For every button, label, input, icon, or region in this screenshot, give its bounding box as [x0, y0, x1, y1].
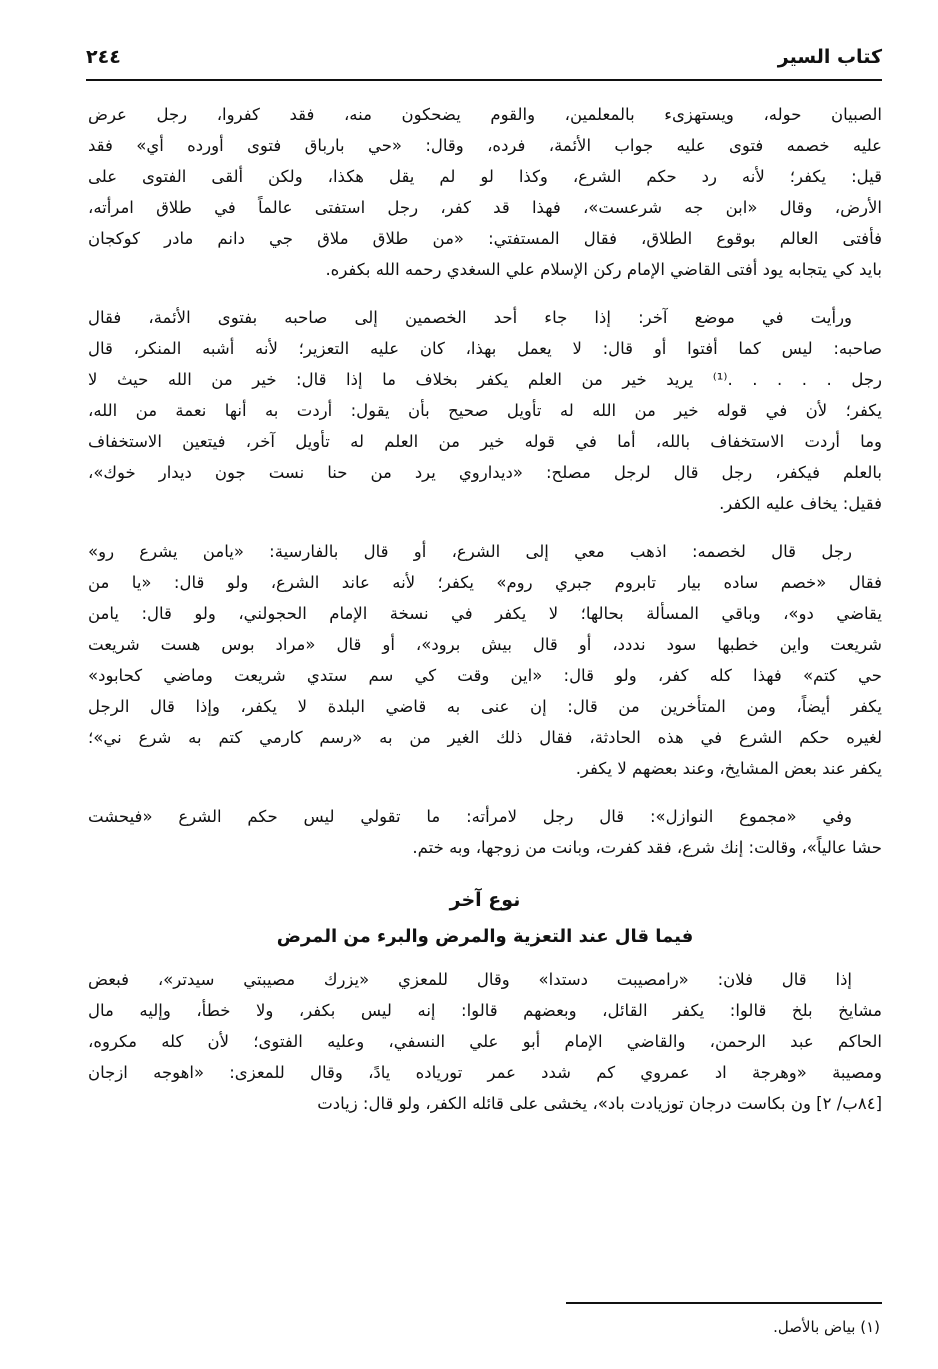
paragraph	[88, 964, 882, 1119]
paragraph	[88, 99, 882, 285]
text-line: ورأيت في موضع آخر: إذا جاء أحد الخصمين إلى صاحبه بفتوى الأئمة، فقال	[88, 308, 852, 327]
text-line: بايد كي يتجابه يود أفتى القاضي الإمام ركن الإسلام علي السغدي رحمه الله بكفره.	[325, 260, 882, 279]
footnote-rule	[566, 1302, 882, 1304]
text-line: حي كتم» فهذا كله كفر، ولو قال: «اين وقت كي سم ستدي شريعت وماضي كحابود»	[88, 666, 882, 685]
text-line: فأفتى العالم بوقوع الطلاق، فقال المستفتي: «من طلاق ملاق جي دانم مادر كوكجان	[88, 229, 882, 248]
page-body	[88, 99, 882, 1136]
text-line: يكفر أيضاً، ومن المتأخرين من قال: إن عنى به قاضي البلدة لا يكفر، وإذا قال الرجل	[88, 697, 882, 716]
paragraph	[88, 536, 882, 784]
page-number: ٢٤٤	[86, 46, 121, 68]
text-line: عليه خصمه فتوى عليه جواب الأئمة، فرده، وقال: «حي بارباق فتوى أورده أي» فقد	[88, 136, 882, 155]
text-line: [٨٤ب/ ٢] ون بكاست درجان توزيادت باد»، يخشى على قائله الكفر، ولو قال: زيادت	[317, 1094, 882, 1113]
text-line: وما أردت الاستخفاف بالله، أما في قوله خير من العلم له تأويل آخر، فيتعين الاستخفاف	[88, 432, 882, 451]
text-line: رجل . . . . .⁽¹⁾ يريد خير من العلم يكفر بخلاف ما إذا قال: خير من الله حيث لا	[88, 370, 882, 389]
text-line: فقال «خصم ساده بيار تابروم جبري روم» يكفر؛ لأنه عاند الشرع، ولو قال: «يا من	[88, 573, 882, 592]
paragraph	[88, 801, 882, 863]
text-line: بالعلم فيكفر، رجل قال لرجل مصلح: «ديداروي يرد من حنا نست جون ديدار خوك»،	[88, 463, 882, 482]
text-line: ومصيبة «وهرجة اد عمروي كم شدد عمر تورياده يادً، وقال للمعزى: «اهوجه ازجان	[88, 1063, 882, 1082]
text-line: يقاضي دو»، وباقي المسألة بحالها؛ لا يكفر في نسخة الإمام الحجولني، ولو قال: يامن	[88, 604, 882, 623]
text-line: يكفر عند بعض المشايخ، وعند بعضهم لا يكفر.	[575, 759, 882, 778]
text-line: حشا عالياً»، وقالت: إنك شرع، فقد كفرت، وبانت من زوجها، وبه ختم.	[412, 838, 882, 857]
text-line: رجل قال لخصمه: اذهب معي إلى الشرع، أو قال بالفارسية: «يامن يشرع رو»	[88, 542, 852, 561]
text-line: مشايخ بلخ قالوا: يكفر القائل، وبعضهم قالوا: إنه ليس بكفر، ولا خطأ، وإليه مال	[88, 1001, 882, 1020]
section-subheading: فيما قال عند التعزية والمرض والبرء من المرض	[276, 926, 694, 947]
text-line: إذا قال فلان: «رامصيبت دستدا» وقال للمعزي «يزرك مصيبتي سيدتر»، فبعض	[88, 970, 852, 989]
text-line: الأرض، وقال «ابن جه شرعست»، فهذا قد كفر، رجل استفتى عالماً في طلاق امرأته،	[88, 198, 882, 217]
text-line: صاحبه: ليس كما أفتوا أو قال: لا يعمل بهذا، كان عليه التعزير؛ لأنه أشبه المنكر، قال	[88, 339, 882, 358]
text-line: الحاكم عبد الرحمن، والقاضي الإمام أبو علي النسفي، وعليه الفتوى؛ لأن كله مكروه،	[88, 1032, 882, 1051]
section-heading: نوع آخر	[449, 889, 521, 911]
running-header	[86, 46, 882, 76]
text-line: شريعت واين خطبها سود نددد، أو قال بيش برود»، أو قال «مراد بوس هست شريعت	[88, 635, 882, 654]
text-line: يكفر؛ لأن في قوله خير من الله له تأويل صحيح بأن يقول: أردت به أنها نعمة من الله،	[88, 401, 882, 420]
text-line: وفي «مجموع النوازل»: قال رجل لامرأته: ما تقولي ليس حكم الشرع «فيحشت	[88, 807, 852, 826]
text-line: قيل: يكفر؛ لأنه رد حكم الشرع، وكذا لو لم يقل هكذا، ولكن ألقى الفتوى على	[88, 167, 882, 186]
book-title: كتاب السير	[777, 46, 882, 68]
paragraph	[88, 302, 882, 519]
text-line: لغيره حكم الشرع في هذه الحادثة، فقال ذلك الغير من به «رسم كارمي كتم به شرع ني»؛	[88, 728, 882, 747]
header-rule	[86, 79, 882, 81]
text-line: الصبيان حوله، ويستهزىء بالمعلمين، والقوم يضحكون منه، فقد كفروا، رجل عرض	[88, 105, 882, 124]
text-line: فقيل: يخاف عليه الكفر.	[719, 494, 882, 513]
footnote: (١) بياض بالأصل.	[773, 1318, 880, 1336]
